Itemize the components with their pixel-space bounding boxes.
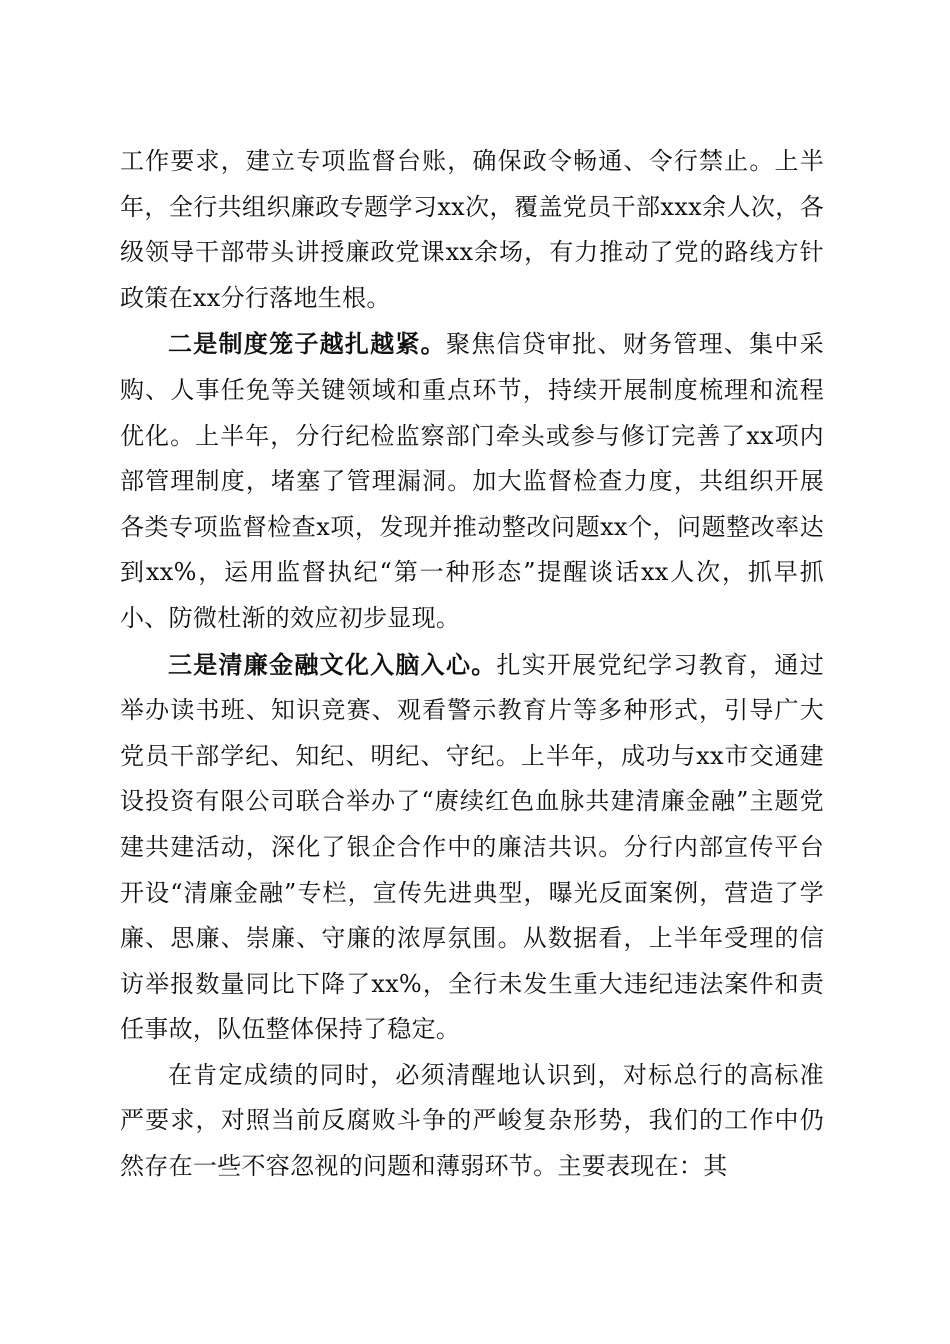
paragraph-text: 工作要求，建立专项监督台账，确保政令畅通、令行禁止。上半年，全行共组织廉政专题学习xx次，覆盖党员干部xxx余人次，各级领导干部带头讲授廉政党课xx余场，有力推动了党的路线方针政策在xx分行落地生根。 — [120, 147, 824, 312]
paragraph-text: 在肯定成绩的同时，必须清醒地认识到，对标总行的高标准严要求，对照当前反腐败斗争的严峻复杂形势，我们的工作中仍然存在一些不容忽视的问题和薄弱环节。主要表现在：其 — [120, 1060, 824, 1181]
paragraph-clean-finance-culture — [120, 642, 824, 1053]
paragraph-lead: 二是制度笼子越扎越紧。 — [168, 329, 446, 359]
paragraph-problems — [120, 1053, 824, 1190]
paragraph-lead: 三是清廉金融文化入脑入心。 — [168, 649, 497, 679]
paragraph-system-cage — [120, 321, 824, 641]
paragraph-continuation — [120, 139, 824, 321]
document-page — [120, 139, 824, 1190]
paragraph-text: 聚焦信贷审批、财务管理、集中采购、人事任免等关键领域和重点环节，持续开展制度梳理和流程优化。上半年，分行纪检监察部门牵头或参与修订完善了xx项内部管理制度，堵塞了管理漏洞。加大监督检查力度，共组织开展各类专项监督检查x项，发现并推动整改问题xx个，问题整改率达到xx%，运用监督执纪“第一种形态”提醒谈话xx人次，抓早抓小、防微杜渐的效应初步显现。 — [120, 330, 824, 632]
paragraph-text: 扎实开展党纪学习教育，通过举办读书班、知识竞赛、观看警示教育片等多种形式，引导广大党员干部学纪、知纪、明纪、守纪。上半年，成功与xx市交通建设投资有限公司联合举办了“赓续红色血脉共建清廉金融”主题党建共建活动，深化了银企合作中的廉洁共识。分行内部宣传平台开设“清廉金融”专栏，宣传先进典型，曝光反面案例，营造了学廉、思廉、崇廉、守廉的浓厚氛围。从数据看，上半年受理的信访举报数量同比下降了xx%，全行未发生重大违纪违法案件和责任事故，队伍整体保持了稳定。 — [120, 650, 824, 1044]
